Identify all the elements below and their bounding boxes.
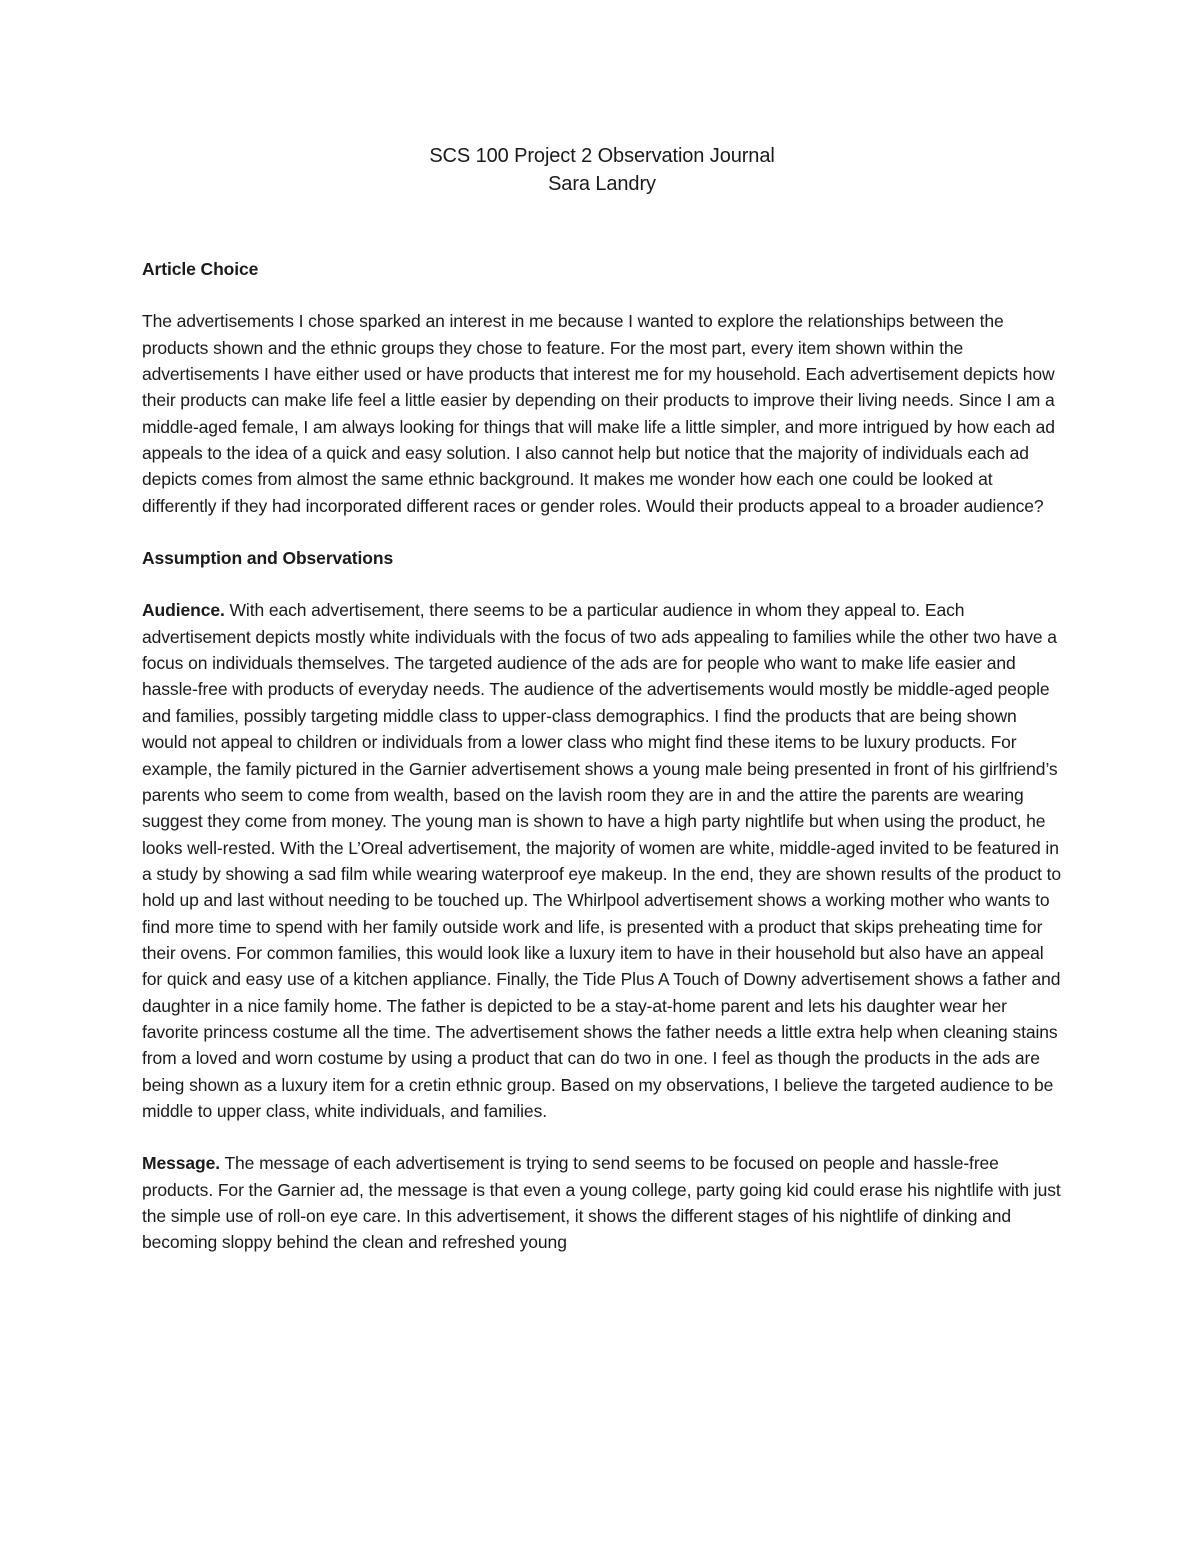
document-author: Sara Landry <box>548 173 656 195</box>
article-choice-paragraph: The advertisements I chose sparked an interest in me because I wanted to explore the relationships between the products shown and the ethnic groups they chose to feature. For the most part, every item shown within the advertisements I have either used or have products that interest me for my household. Each advertisement depicts how their products can make life feel a little easier by depending on their products to improve their living needs. Since I am a middle-aged female, I am always looking for things that will make life a little simpler, and more intrigued by how each ad appeals to the idea of a quick and easy solution. I also cannot help but notice that the majority of individuals each ad depicts comes from almost the same ethnic background. It makes me wonder how each one could be looked at differently if they had incorporated different races or gender roles. Would their products appeal to a broader audience? <box>142 311 1055 516</box>
heading-article-choice: Article Choice <box>142 259 259 279</box>
message-text: The message of each advertisement is trying to send seems to be focused on people and hassle-free products. For the Garnier ad, the message is that even a young college, party going kid could erase his nightlife with just the simple use of roll-on eye care. In this advertisement, it shows the different stages of his nightlife of dinking and becoming sloppy behind the clean and refreshed young <box>142 1153 1061 1253</box>
audience-text: With each advertisement, there seems to be a particular audience in whom they appeal to. Each advertisement depicts mostly white individuals with the focus of two ads appealing to families while the other two have a focus on individuals themselves. The targeted audience of the ads are for people who want to make life easier and hassle-free with products of everyday needs. The audience of the advertisements would mostly be middle-aged people and families, possibly targeting middle class to upper-class demographics. I find the products that are being shown would not appeal to children or individuals from a lower class who might find these items to be luxury products. For example, the family pictured in the Garnier advertisement shows a young male being presented in front of his girlfriend’s parents who seem to come from wealth, based on the lavish room they are in and the attire the parents are wearing suggest they come from money. The young man is shown to have a high party nightlife but when using the product, he looks well-rested. With the L’Oreal advertisement, the majority of women are white, middle-aged invited to be featured in a study by showing a sad film while wearing waterproof eye makeup. In the end, they are shown results of the product to hold up and last without needing to be touched up. The Whirlpool advertisement shows a working mother who wants to find more time to spend with her family outside work and life, is presented with a product that skips preheating time for their ovens. For common families, this would look like a luxury item to have in their household but also have an appeal for quick and easy use of a kitchen appliance. Finally, the Tide Plus A Touch of Downy advertisement shows a father and daughter in a nice family home. The father is depicted to be a stay-at-home parent and lets his daughter wear her favorite princess costume all the time. The advertisement shows the father needs a little extra help when cleaning stains from a loved and worn costume by using a product that can do two in one. I feel as though the products in the ads are being shown as a luxury item for a cretin ethnic group. Based on my observations, I believe the targeted audience to be middle to upper class, white individuals, and families. <box>142 600 1062 1121</box>
message-paragraph <box>142 1150 1062 1255</box>
audience-paragraph <box>142 597 1062 1124</box>
document-title: SCS 100 Project 2 Observation Journal <box>429 145 775 167</box>
audience-label: Audience. <box>142 600 225 621</box>
title-block <box>142 142 1062 198</box>
heading-assumptions-observations: Assumption and Observations <box>142 548 394 569</box>
message-label: Message. <box>142 1153 220 1174</box>
document-body <box>142 142 1062 1282</box>
